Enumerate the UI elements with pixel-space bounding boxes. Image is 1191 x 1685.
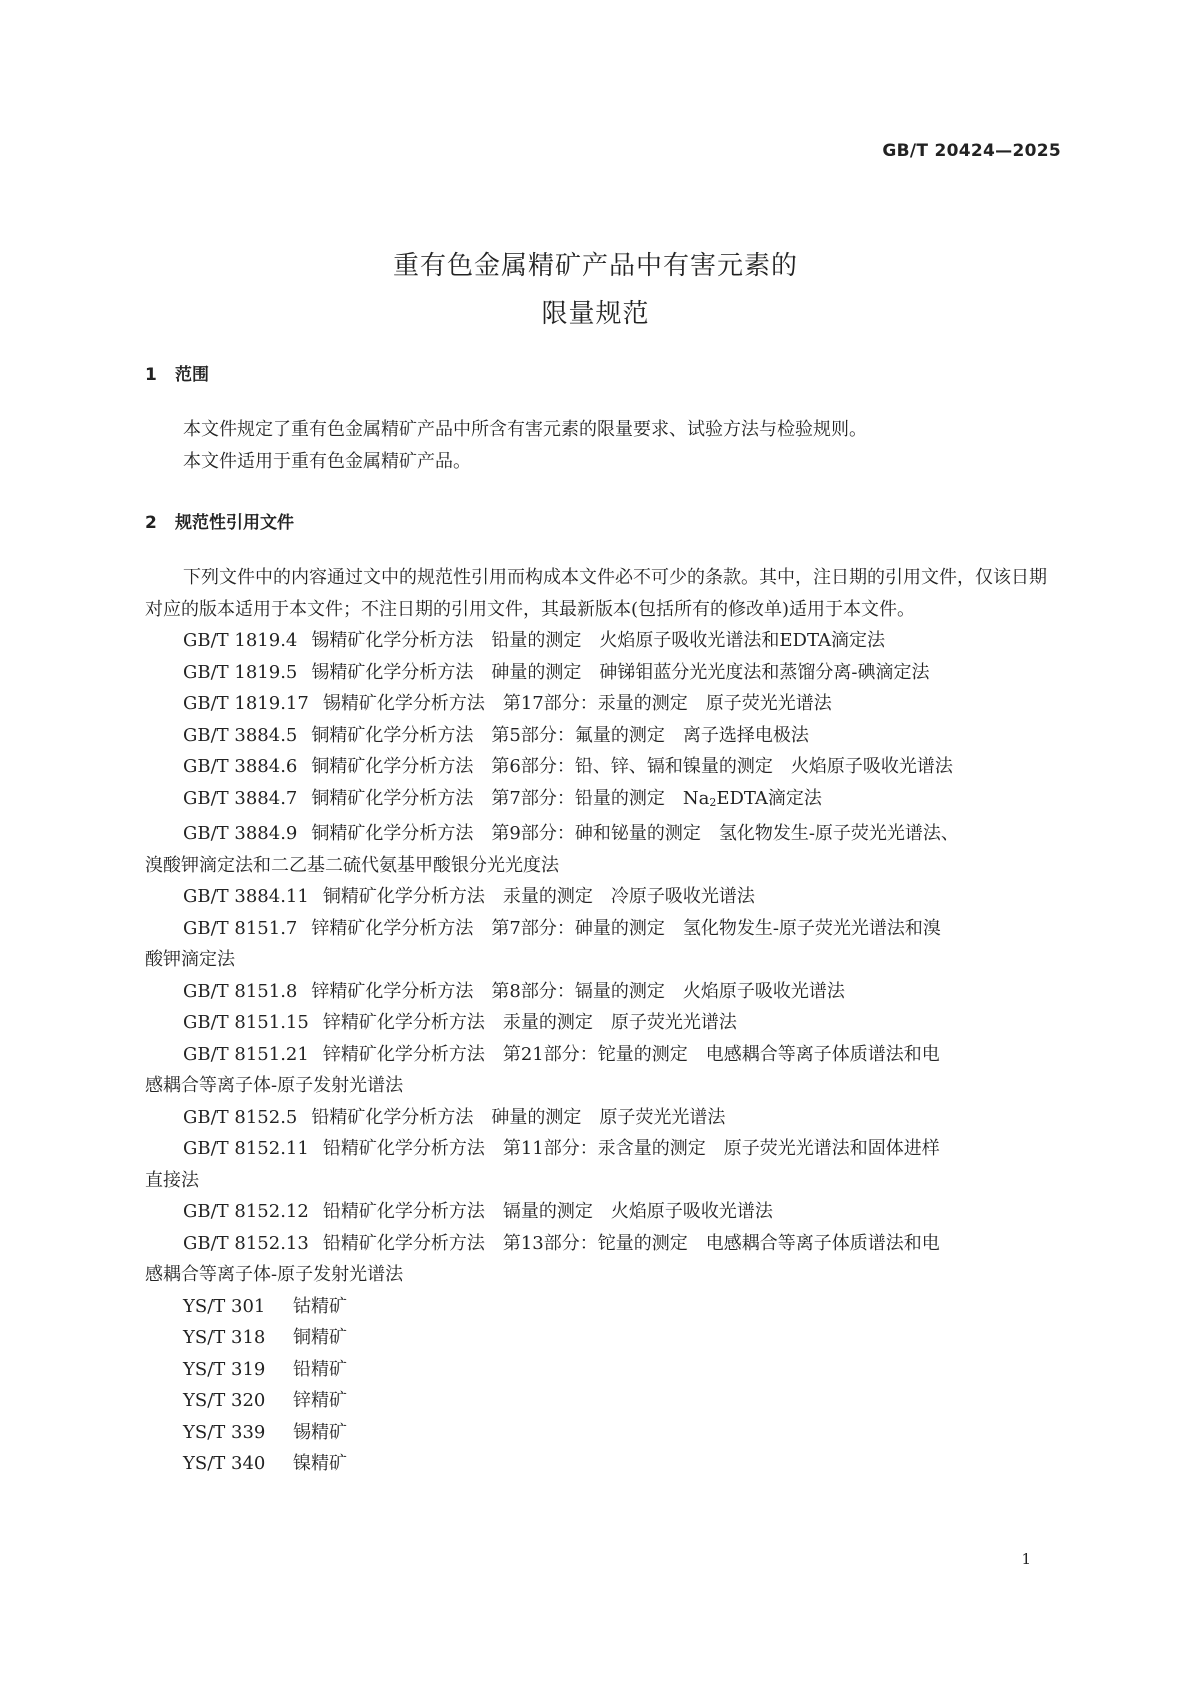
reference-title: 铅精矿化学分析方法 镉量的测定 火焰原子吸收光谱法 — [322, 1201, 773, 1222]
section-1-heading — [145, 360, 209, 385]
reference-title: 锡精矿 — [293, 1421, 347, 1443]
reference-title: 锌精矿化学分析方法 第7部分：砷量的测定 氢化物发生-原子荧光光谱法和溴 — [311, 917, 941, 939]
reference-title: 铅精矿化学分析方法 砷量的测定 原子荧光光谱法 — [311, 1106, 726, 1128]
references-intro: 下列文件中的内容通过文中的规范性引用而构成本文件必不可少的条款。其中，注日期的引用文件，仅该日期对应的版本适用于本文件；不注日期的引用文件，其最新版本(包括所有的修改单)适用于本文件。 — [145, 567, 1047, 620]
reference-code: GB/T 1819.4 — [183, 630, 298, 651]
reference-item — [145, 1133, 1063, 1196]
section-2-title: 规范性引用文件 — [175, 513, 294, 533]
reference-code: YS/T 339 — [183, 1421, 266, 1443]
reference-item — [145, 625, 1063, 657]
reference-item — [145, 783, 1063, 819]
reference-title-subscript: 2 — [709, 795, 717, 809]
reference-title: 锡精矿化学分析方法 铅量的测定 火焰原子吸收光谱法和EDTA滴定法 — [311, 630, 885, 651]
reference-item — [145, 1448, 1063, 1480]
reference-item — [145, 1007, 1063, 1039]
reference-code: GB/T 8152.12 — [183, 1201, 309, 1222]
section-1-title: 范围 — [175, 365, 209, 385]
reference-title: 锡精矿化学分析方法 第17部分：汞量的测定 原子荧光光谱法 — [322, 693, 832, 714]
reference-title: 铜精矿化学分析方法 第9部分：砷和铋量的测定 氢化物发生-原子荧光光谱法、 — [311, 823, 959, 844]
reference-code: GB/T 8151.21 — [183, 1043, 309, 1065]
reference-item — [145, 751, 1063, 783]
reference-title-continuation: 感耦合等离子体-原子发射光谱法 — [145, 1264, 404, 1285]
reference-code: GB/T 3884.5 — [183, 724, 298, 746]
reference-title-continuation: 感耦合等离子体-原子发射光谱法 — [145, 1075, 404, 1096]
reference-item — [145, 657, 1063, 689]
reference-title-continuation: 酸钾滴定法 — [145, 949, 235, 970]
document-title — [0, 242, 1191, 338]
reference-code: YS/T 301 — [183, 1295, 266, 1317]
reference-item — [145, 1354, 1063, 1386]
reference-title: 镍精矿 — [293, 1453, 347, 1474]
reference-title: 铅精矿化学分析方法 第13部分：铊量的测定 电感耦合等离子体质谱法和电 — [322, 1232, 940, 1254]
reference-title: 铅精矿 — [293, 1358, 347, 1380]
section-2-heading — [145, 508, 294, 533]
reference-code: YS/T 320 — [183, 1390, 266, 1411]
reference-item — [145, 913, 1063, 976]
reference-title: 铜精矿化学分析方法 汞量的测定 冷原子吸收光谱法 — [322, 886, 755, 907]
title-line-1: 重有色金属精矿产品中有害元素的 — [392, 251, 798, 281]
reference-title: 锡精矿化学分析方法 砷量的测定 砷锑钼蓝分光光度法和蒸馏分离-碘滴定法 — [311, 661, 930, 683]
reference-code: YS/T 318 — [183, 1327, 266, 1348]
reference-title: 锌精矿 — [293, 1390, 347, 1411]
reference-code: GB/T 8151.7 — [183, 917, 298, 939]
reference-code: GB/T 3884.9 — [183, 823, 298, 844]
reference-code: GB/T 8151.8 — [183, 980, 298, 1002]
reference-code: GB/T 8151.15 — [183, 1012, 309, 1033]
reference-title: 锌精矿化学分析方法 第8部分：镉量的测定 火焰原子吸收光谱法 — [311, 980, 845, 1002]
reference-item — [145, 1291, 1063, 1323]
page-number: 1 — [1021, 1550, 1031, 1568]
reference-title: 锌精矿化学分析方法 第21部分：铊量的测定 电感耦合等离子体质谱法和电 — [322, 1043, 940, 1065]
section-1-body — [145, 414, 1063, 477]
reference-code: GB/T 1819.5 — [183, 661, 298, 683]
scope-paragraph-1: 本文件规定了重有色金属精矿产品中所含有害元素的限量要求、试验方法与检验规则。 — [183, 419, 867, 440]
reference-title: 铅精矿化学分析方法 第11部分：汞含量的测定 原子荧光光谱法和固体进样 — [322, 1138, 940, 1159]
reference-title-continuation: 溴酸钾滴定法和二乙基二硫代氨基甲酸银分光光度法 — [145, 854, 559, 876]
reference-item — [145, 1417, 1063, 1449]
reference-title: 铜精矿化学分析方法 第5部分：氟量的测定 离子选择电极法 — [311, 724, 809, 746]
reference-item — [145, 1039, 1063, 1102]
reference-item — [145, 1196, 1063, 1228]
reference-item — [145, 881, 1063, 913]
reference-title-pre: 铜精矿化学分析方法 第7部分：铅量的测定 Na — [311, 787, 710, 809]
section-2-body — [145, 562, 1063, 1480]
reference-title: 锌精矿化学分析方法 汞量的测定 原子荧光光谱法 — [322, 1012, 737, 1033]
reference-code: GB/T 3884.6 — [183, 756, 298, 777]
reference-code: GB/T 8152.13 — [183, 1232, 309, 1254]
reference-code: GB/T 8152.11 — [183, 1138, 309, 1159]
reference-title-continuation: 直接法 — [145, 1169, 199, 1191]
scope-paragraph-2: 本文件适用于重有色金属精矿产品。 — [183, 450, 471, 472]
reference-item — [145, 976, 1063, 1008]
title-line-2: 限量规范 — [541, 299, 650, 329]
reference-item — [145, 818, 1063, 881]
reference-title: 钴精矿 — [293, 1295, 347, 1317]
reference-code: GB/T 3884.11 — [183, 886, 309, 907]
reference-code: GB/T 3884.7 — [183, 787, 298, 809]
document-code: GB/T 20424—2025 — [882, 141, 1061, 161]
reference-code: GB/T 1819.17 — [183, 693, 309, 714]
reference-item — [145, 688, 1063, 720]
section-2-number: 2 — [145, 513, 157, 533]
reference-code: GB/T 8152.5 — [183, 1106, 298, 1128]
reference-item — [145, 1385, 1063, 1417]
reference-item — [145, 1322, 1063, 1354]
reference-code: YS/T 340 — [183, 1453, 266, 1474]
reference-title: 铜精矿 — [293, 1327, 347, 1348]
section-1-number: 1 — [145, 365, 157, 385]
reference-item — [145, 1228, 1063, 1291]
reference-code: YS/T 319 — [183, 1358, 266, 1380]
reference-item — [145, 1102, 1063, 1134]
reference-item — [145, 720, 1063, 752]
reference-title: 铜精矿化学分析方法 第6部分：铅、锌、镉和镍量的测定 火焰原子吸收光谱法 — [311, 756, 953, 777]
reference-title-post: EDTA滴定法 — [716, 787, 822, 809]
